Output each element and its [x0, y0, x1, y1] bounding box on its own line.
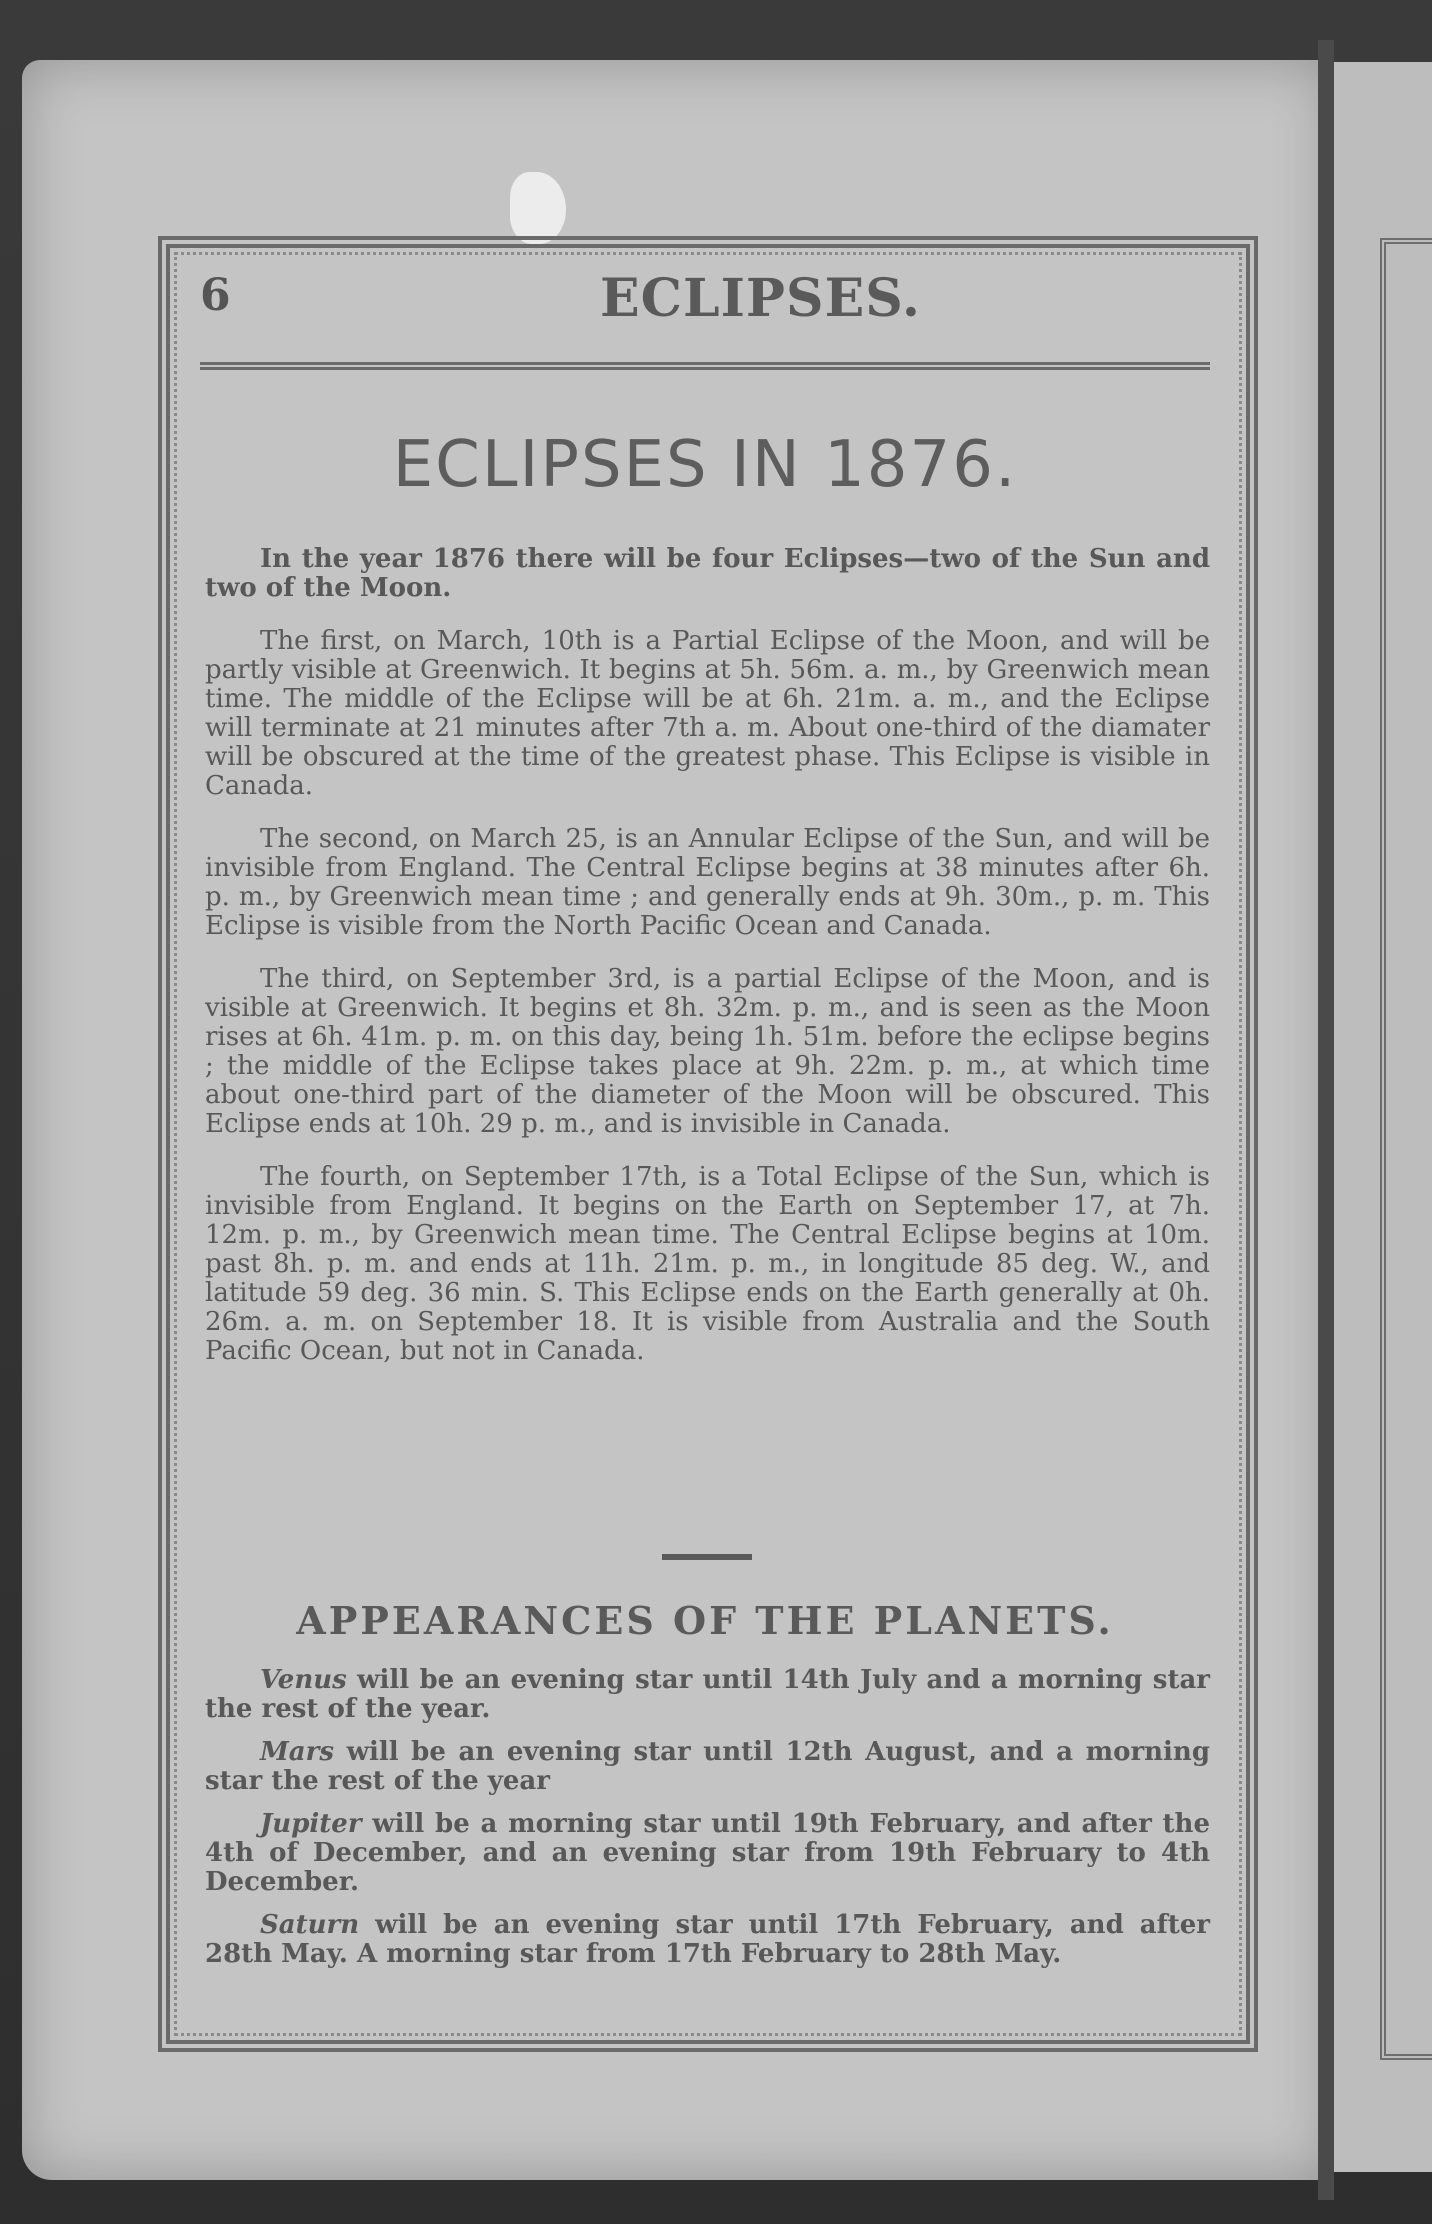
intro-paragraph: In the year 1876 there will be four Eclipses—two of the Sun and two of the Moon.: [205, 544, 1210, 603]
book-gutter: [1318, 40, 1334, 2200]
section-divider: [662, 1554, 752, 1560]
planet-description: will be a morning star until 19th February, and after the 4th of December, and an evening star from 19th February to 4th December.: [205, 1809, 1210, 1897]
eclipses-text: [205, 545, 1210, 1390]
paper-tear: [510, 172, 566, 244]
planets-text: [205, 1666, 1210, 1983]
first-eclipse-paragraph: The first, on March, 10th is a Partial Eclipse of the Moon, and will be partly visible at Greenwich. It begins at 5h. 56m. a. m., by Greenwich mean time. The middle of the Eclipse will be at 6h. 21m. a. m., and the Eclipse will terminate at 21 minutes after 7th a. m. About one-third of the diamater will be obscured at the time of the greatest phase. This Eclipse is visible in Canada.: [205, 626, 1210, 801]
planets-heading: APPEARANCES OF THE PLANETS.: [296, 1598, 1114, 1643]
planet-description: will be an evening star until 17th February, and after 28th May. A morning star from 17th February to 28th May.: [205, 1910, 1210, 1969]
fourth-eclipse-paragraph: The fourth, on September 17th, is a Total Eclipse of the Sun, which is invisible from England. It begins on the Earth on September 17, at 7h. 12m. p. m., by Greenwich mean time. The Central Eclipse begins at 10m. past 8h. p. m. and ends at 11h. 21m. p. m., in longitude 85 deg. W., and latitude 59 deg. 36 min. S. This Eclipse ends on the Earth generally at 0h. 26m. a. m. on September 18. It is visible from Australia and the South Pacific Ocean, but not in Canada.: [205, 1162, 1210, 1366]
planet-entry-jupiter: [205, 1810, 1210, 1897]
planet-name: Mars: [260, 1737, 334, 1767]
facing-page-border: [1380, 238, 1432, 2060]
header-rule: [200, 362, 1210, 370]
page-number: 6: [200, 270, 231, 321]
planet-name: Venus: [260, 1665, 347, 1695]
running-head: ECLIPSES.: [600, 268, 921, 329]
second-eclipse-paragraph: The second, on March 25, is an Annular Eclipse of the Sun, and will be invisible from England. The Central Eclipse begins at 38 minutes after 6h. p. m., by Greenwich mean time ; and generally ends at 9h. 30m., p. m. This Eclipse is visible from the North Pacific Ocean and Canada.: [205, 824, 1210, 941]
planet-entry-venus: [205, 1666, 1210, 1724]
planet-name: Saturn: [260, 1910, 360, 1940]
planet-description: will be an evening star until 12th August, and a morning star the rest of the year: [205, 1737, 1210, 1796]
planet-entry-mars: [205, 1738, 1210, 1796]
planet-name: Jupiter: [260, 1809, 362, 1839]
planet-description: will be an evening star until 14th July and a morning star the rest of the year.: [205, 1665, 1210, 1724]
third-eclipse-paragraph: The third, on September 3rd, is a partial Eclipse of the Moon, and is visible at Greenwich. It begins et 8h. 32m. p. m., and is seen as the Moon rises at 6h. 41m. p. m. on this day, being 1h. 51m. before the eclipse begins ; the middle of the Eclipse takes place at 9h. 22m. p. m., at which time about one-third part of the diameter of the Moon will be obscured. This Eclipse ends at 10h. 29 p. m., and is invisible in Canada.: [205, 964, 1210, 1139]
planet-entry-saturn: [205, 1911, 1210, 1969]
page-title: ECLIPSES IN 1876.: [392, 428, 1018, 502]
